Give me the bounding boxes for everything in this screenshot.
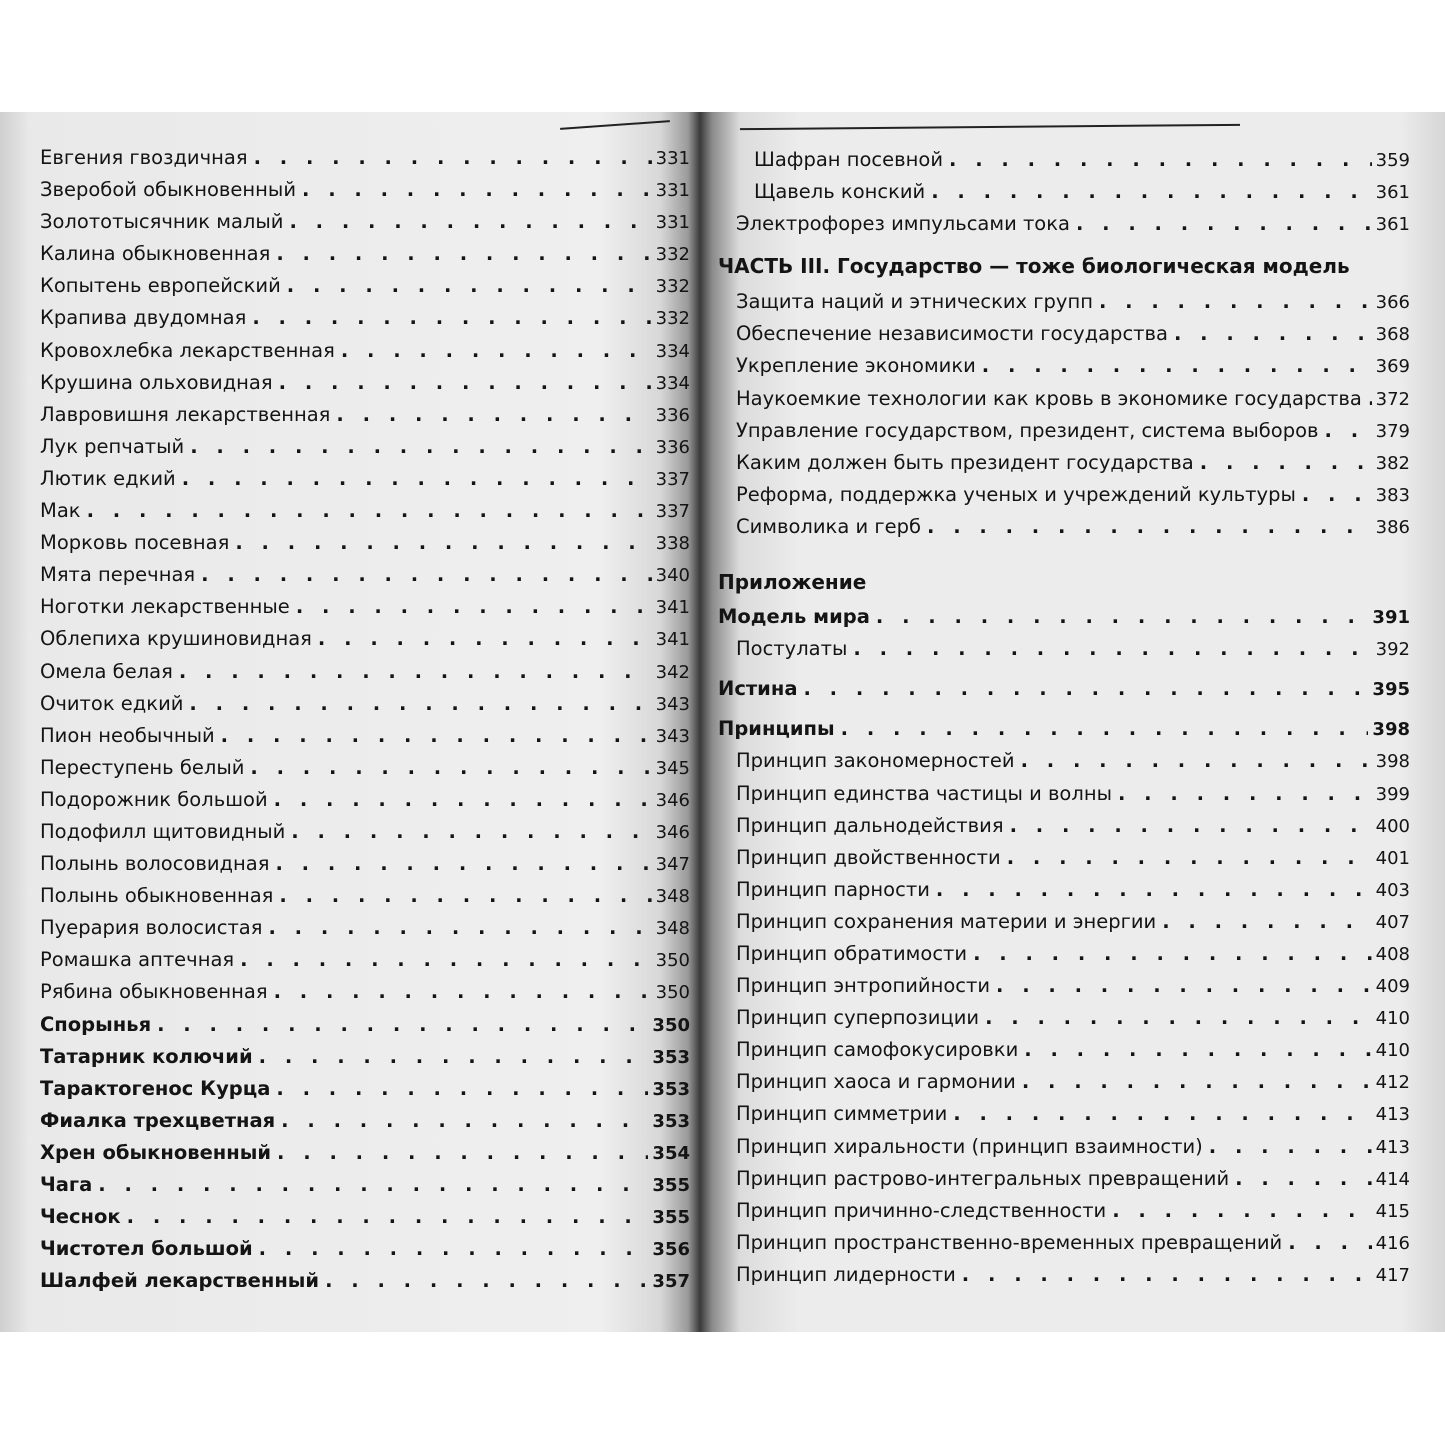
toc-entry-page: 343 (655, 693, 690, 715)
toc-entry (718, 415, 1410, 447)
toc-entry (40, 1169, 690, 1201)
toc-entry-title: Подофилл щитовидный (40, 819, 286, 843)
toc-entry-page: 331 (655, 212, 690, 234)
leader-dots (190, 431, 651, 463)
toc-entry (718, 938, 1410, 970)
toc-entry (40, 1009, 690, 1041)
toc-entry-page: 392 (1375, 639, 1410, 661)
leader-dots (254, 142, 652, 174)
toc-entry (718, 479, 1410, 511)
leader-dots (996, 970, 1372, 1002)
toc-entry-title: Тарактогенос Курца (40, 1076, 271, 1100)
toc-entry (40, 720, 690, 752)
leader-dots (803, 673, 1368, 705)
part3-heading: ЧАСТЬ III. Государство — тоже биологическая модель (718, 254, 1350, 279)
leader-dots (279, 367, 652, 399)
toc-entry-title: Управление государством, президент, система выборов (736, 418, 1319, 442)
toc-entry (40, 399, 690, 431)
toc-entry-page: 331 (655, 180, 690, 202)
leader-dots (279, 880, 651, 912)
toc-entry-title: Пион необычный (40, 723, 215, 747)
toc-entry-page: 399 (1375, 783, 1410, 805)
toc-entry (40, 1233, 690, 1265)
toc-entry-page: 350 (655, 950, 690, 972)
toc-entry (40, 174, 690, 206)
toc-entry (718, 778, 1410, 810)
toc-entry-page: 340 (655, 565, 690, 587)
leader-dots (876, 601, 1369, 633)
toc-entry (718, 810, 1410, 842)
leader-dots (1022, 1066, 1372, 1098)
right-page (718, 144, 1410, 1291)
toc-entry-title: Лютик едкий (40, 466, 176, 490)
leader-dots (1007, 842, 1372, 874)
toc-entry-title: Переступень белый (40, 755, 245, 779)
toc-entry-page: 348 (655, 886, 690, 908)
toc-entry-page: 398 (1372, 719, 1410, 741)
toc-entry (40, 495, 690, 527)
toc-entry-page: 353 (652, 1110, 690, 1132)
leader-dots (287, 270, 652, 302)
toc-entry (718, 1098, 1410, 1130)
toc-entry-page: 356 (652, 1239, 690, 1261)
toc-entry-title: Принцип единства частицы и волны (736, 781, 1112, 805)
toc-entry-page: 417 (1375, 1264, 1410, 1286)
toc-entry (718, 144, 1410, 176)
leader-dots (1099, 286, 1372, 318)
toc-entry-title: Истина (718, 677, 798, 701)
leader-dots (87, 495, 652, 527)
toc-entry (40, 1105, 690, 1137)
toc-entry (40, 1137, 690, 1169)
toc-entry-title: Омела белая (40, 659, 173, 683)
toc-entry (718, 286, 1410, 318)
toc-entry-page: 346 (655, 789, 690, 811)
toc-entry-page: 336 (655, 436, 690, 458)
leader-dots (931, 176, 1371, 208)
toc-entry-title: Принцип сохранения материи и энергии (736, 909, 1157, 933)
toc-entry-title: Принцип парности (736, 877, 930, 901)
toc-entry-title: Принцип пространственно-временных превращений (736, 1230, 1283, 1254)
toc-entry (718, 1034, 1410, 1066)
toc-entry-title: Реформа, поддержка ученых и учреждений культуры (736, 482, 1296, 506)
toc-entry (40, 976, 690, 1008)
toc-entry-title: Крапива двудомная (40, 306, 247, 330)
toc-entry (718, 1259, 1410, 1291)
toc-entry-title: Принцип хиральности (принцип взаимности) (736, 1134, 1203, 1158)
toc-entry-page: 407 (1375, 911, 1410, 933)
right-header-rule (740, 124, 1240, 130)
toc-entry-page: 332 (655, 244, 690, 266)
toc-entry (40, 656, 690, 688)
toc-entry-page: 334 (655, 372, 690, 394)
toc-entry-page: 337 (655, 468, 690, 490)
toc-entry-page: 382 (1375, 452, 1410, 474)
toc-entry-title: Татарник колючий (40, 1044, 253, 1068)
leader-dots (985, 1002, 1372, 1034)
leader-dots (201, 559, 652, 591)
toc-entry-page: 403 (1375, 879, 1410, 901)
toc-entry-title: Крушина ольховидная (40, 370, 273, 394)
toc-entry-page: 359 (1375, 150, 1410, 171)
leader-dots (189, 688, 651, 720)
leader-dots (296, 591, 652, 623)
toc-entry-title: Лук репчатый (40, 434, 185, 458)
toc-entry (40, 944, 690, 976)
toc-entry-page: 415 (1375, 1200, 1410, 1222)
toc-entry-page: 342 (655, 661, 690, 683)
leader-dots (259, 1233, 649, 1265)
toc-entry (40, 270, 690, 302)
toc-entry-title: Ромашка аптечная (40, 948, 235, 972)
toc-entry-page: 336 (655, 404, 690, 426)
toc-entry-title: Наукоемкие технологии как кровь в экономике государства (736, 386, 1362, 410)
toc-entry-title: Очиток едкий (40, 691, 184, 715)
toc-entry (40, 1201, 690, 1233)
toc-entry-title: Принцип самофокусировки (736, 1038, 1019, 1062)
leader-dots (274, 784, 652, 816)
leader-dots (276, 1073, 648, 1105)
toc-entry-title: Хрен обыкновенный (40, 1140, 272, 1164)
toc-entry (40, 752, 690, 784)
toc-entry-page: 372 (1375, 388, 1410, 410)
leader-dots (949, 144, 1372, 176)
book-spread (0, 112, 1445, 1332)
toc-entry-title: Принцип энтропийности (736, 974, 991, 998)
toc-entry (40, 559, 690, 591)
toc-entry-page: 334 (655, 340, 690, 362)
leader-dots (289, 206, 651, 238)
toc-entry (718, 1131, 1410, 1163)
toc-entry-page: 332 (655, 308, 690, 330)
toc-entry (40, 431, 690, 463)
toc-entry (718, 1002, 1410, 1034)
toc-entry (718, 970, 1410, 1002)
toc-entry (718, 176, 1410, 208)
toc-entry-title: Принцип суперпозиции (736, 1006, 980, 1030)
toc-entry-page: 409 (1375, 976, 1410, 998)
toc-entry (718, 447, 1410, 479)
toc-entry (40, 688, 690, 720)
toc-entry-page: 416 (1375, 1232, 1410, 1254)
toc-entry-page: 354 (652, 1142, 690, 1164)
toc-entry-page: 368 (1375, 324, 1410, 346)
toc-entry-page: 337 (655, 501, 690, 523)
leader-dots (1162, 906, 1371, 938)
toc-entry-page: 386 (1375, 516, 1410, 538)
toc-entry-page: 355 (652, 1207, 690, 1229)
toc-entry-page: 350 (652, 1014, 690, 1036)
toc-entry (718, 906, 1410, 938)
toc-entry-page: 348 (655, 918, 690, 940)
toc-entry-title: Облепиха крушиновидная (40, 627, 312, 651)
toc-entry-page: 414 (1375, 1168, 1410, 1190)
leader-dots (336, 399, 651, 431)
toc-entry-title: Принцип хаоса и гармонии (736, 1070, 1016, 1094)
toc-entry-page: 332 (655, 276, 690, 298)
toc-entry (40, 142, 690, 174)
toc-entry (718, 842, 1410, 874)
leader-dots (1235, 1163, 1372, 1195)
toc-entry-page: 410 (1375, 1008, 1410, 1030)
toc-entry-title: Подорожник большой (40, 787, 268, 811)
toc-entry-page: 408 (1375, 943, 1410, 965)
leader-dots (936, 874, 1372, 906)
leader-dots (962, 1259, 1372, 1291)
leader-dots (953, 1098, 1371, 1130)
toc-entry-title: Морковь посевная (40, 531, 230, 555)
toc-entry-page: 353 (652, 1046, 690, 1068)
leader-dots (302, 174, 652, 206)
leader-dots (1325, 415, 1372, 447)
toc-entry-title: Мята перечная (40, 563, 196, 587)
toc-entry (40, 816, 690, 848)
leader-dots (276, 238, 651, 270)
toc-entry-page: 410 (1375, 1040, 1410, 1062)
toc-entry-title: Защита наций и этнических групп (736, 290, 1093, 314)
toc-entry-title: Принцип дальнодействия (736, 813, 1004, 837)
toc-entry-page: 343 (655, 725, 690, 747)
toc-entry (40, 1041, 690, 1073)
leader-dots (268, 912, 651, 944)
toc-entry-page: 395 (1372, 679, 1410, 701)
toc-entry-title: Евгения гвоздичная (40, 146, 248, 169)
toc-entry-title: Принцип причинно-следственности (736, 1198, 1107, 1222)
toc-entry-page: 361 (1375, 182, 1410, 204)
toc-entry-title: Рябина обыкновенная (40, 980, 268, 1004)
toc-entry-title: Золототысячник малый (40, 210, 284, 234)
toc-entry-page: 345 (655, 757, 690, 779)
toc-entry-title: Символика и герб (736, 514, 922, 538)
toc-entry-title: Чеснок (40, 1205, 121, 1229)
toc-entry-title: Каким должен быть президент государства (736, 450, 1194, 474)
toc-entry (718, 383, 1410, 415)
leader-dots (1302, 479, 1372, 511)
leader-dots (277, 1137, 648, 1169)
toc-entry-page: 341 (655, 597, 690, 619)
toc-entry-page: 346 (655, 821, 690, 843)
leader-dots (240, 944, 652, 976)
toc-entry-title: Электрофорез импульсами тока (736, 212, 1070, 236)
toc-entry-title: Чистотел большой (40, 1237, 253, 1261)
toc-entry (718, 350, 1410, 382)
toc-entry-page: 331 (655, 148, 690, 169)
toc-entry (40, 912, 690, 944)
left-header-rule (560, 120, 670, 130)
toc-entry-page: 398 (1375, 751, 1410, 773)
toc-entry-page: 383 (1375, 484, 1410, 506)
leader-dots (1200, 447, 1372, 479)
leader-dots (973, 938, 1372, 970)
toc-entry (40, 463, 690, 495)
leader-dots (982, 350, 1372, 382)
leader-dots (98, 1169, 648, 1201)
toc-entry-title: Принцип растрово-интегральных превращений (736, 1166, 1230, 1190)
toc-entry (718, 1066, 1410, 1098)
leader-dots (252, 302, 651, 334)
toc-entry-title: Принцип симметрии (736, 1102, 948, 1126)
toc-entry-page: 412 (1375, 1072, 1410, 1094)
toc-entry (718, 874, 1410, 906)
leader-dots (250, 752, 651, 784)
leader-dots (235, 527, 651, 559)
toc-entry (40, 1265, 690, 1297)
toc-entry-page: 391 (1372, 607, 1410, 629)
toc-entry-page: 366 (1375, 292, 1410, 314)
toc-entry-page: 353 (652, 1078, 690, 1100)
toc-entry (40, 302, 690, 334)
leader-dots (341, 335, 652, 367)
leader-dots (281, 1105, 648, 1137)
toc-entry (40, 238, 690, 270)
toc-entry-title: Шафран посевной (754, 148, 943, 171)
toc-entry-title: Полынь волосовидная (40, 852, 270, 876)
toc-entry-page: 355 (652, 1175, 690, 1196)
toc-entry-title: Калина обыкновенная (40, 242, 271, 266)
leader-dots (291, 816, 651, 848)
toc-entry (718, 511, 1410, 543)
toc-entry-truth (718, 673, 1410, 705)
left-page (40, 142, 690, 1297)
toc-entry-title: Мак (40, 499, 81, 523)
toc-entry-title: Щавель конский (754, 180, 926, 204)
toc-entry-title: Принципы (718, 717, 835, 741)
toc-entry-page: 350 (655, 982, 690, 1004)
toc-entry (40, 848, 690, 880)
toc-entry (40, 367, 690, 399)
leader-dots (127, 1201, 649, 1233)
leader-dots (1288, 1227, 1371, 1259)
toc-entry (40, 880, 690, 912)
leader-dots (1010, 810, 1372, 842)
toc-entry-page: 347 (655, 854, 690, 876)
toc-entry-title: Лавровишня лекарственная (40, 402, 331, 426)
toc-entry-title: Модель мира (718, 605, 870, 629)
toc-entry-title: Принцип двойственности (736, 845, 1001, 869)
leader-dots (927, 511, 1372, 543)
toc-entry-model (718, 601, 1410, 633)
leader-dots (1112, 1195, 1371, 1227)
toc-entry-page: 400 (1375, 815, 1410, 837)
toc-entry-page: 357 (652, 1271, 690, 1293)
toc-entry (718, 318, 1410, 350)
leader-dots (179, 656, 652, 688)
toc-entry-title: Спорынья (40, 1012, 152, 1036)
toc-entry-page: 369 (1375, 356, 1410, 378)
leader-dots (325, 1265, 648, 1297)
leader-dots (1024, 1034, 1371, 1066)
leader-dots (1368, 383, 1372, 415)
toc-entry-title: Принцип закономерностей (736, 749, 1015, 773)
toc-entry-page: 379 (1375, 420, 1410, 442)
toc-entry (718, 1227, 1410, 1259)
toc-entry-page: 338 (655, 533, 690, 555)
leader-dots (841, 713, 1369, 745)
toc-entry (40, 206, 690, 238)
toc-entry (40, 784, 690, 816)
toc-entry-page: 401 (1375, 847, 1410, 869)
toc-entry (40, 335, 690, 367)
toc-entry (40, 1073, 690, 1105)
leader-dots (318, 623, 652, 655)
leader-dots (1118, 778, 1372, 810)
leader-dots (221, 720, 652, 752)
toc-entry (718, 745, 1410, 777)
toc-entry-title: Фиалка трехцветная (40, 1108, 276, 1132)
toc-entry (40, 527, 690, 559)
toc-entry-title: Чага (40, 1173, 93, 1196)
toc-entry (40, 623, 690, 655)
toc-entry-page: 413 (1375, 1104, 1410, 1126)
leader-dots (182, 463, 652, 495)
toc-entry-title: Ноготки лекарственные (40, 595, 290, 619)
leader-dots (275, 848, 651, 880)
toc-entry-title: Принцип обратимости (736, 941, 968, 965)
leader-dots (157, 1009, 648, 1041)
leader-dots (1209, 1131, 1372, 1163)
leader-dots (1021, 745, 1372, 777)
toc-entry-title: Шалфей лекарственный (40, 1269, 320, 1293)
toc-entry-page: 361 (1375, 214, 1410, 236)
toc-entry-title: Укрепление экономики (736, 354, 976, 378)
toc-entry-title: Принцип лидерности (736, 1262, 956, 1286)
toc-entry-page: 341 (655, 629, 690, 651)
toc-entry-title: Пуерария волосистая (40, 916, 263, 940)
toc-entry-title: Обеспечение независимости государства (736, 322, 1168, 346)
toc-entry-page: 413 (1375, 1136, 1410, 1158)
toc-entry (40, 591, 690, 623)
toc-entry-title: Копытень европейский (40, 274, 281, 298)
toc-entry-postulates (718, 633, 1410, 665)
toc-entry-title: Зверобой обыкновенный (40, 178, 296, 202)
leader-dots (853, 633, 1371, 665)
leader-dots (259, 1041, 649, 1073)
toc-entry-title: Постулаты (736, 637, 848, 661)
toc-entry-title: Полынь обыкновенная (40, 884, 274, 908)
toc-entry (718, 1195, 1410, 1227)
leader-dots (1076, 208, 1372, 240)
toc-entry (718, 208, 1410, 240)
appendix-heading: Приложение (718, 570, 867, 595)
leader-dots (1174, 318, 1372, 350)
toc-entry (718, 1163, 1410, 1195)
leader-dots (274, 976, 652, 1008)
toc-entry-principles (718, 713, 1410, 745)
toc-entry-title: Кровохлебка лекарственная (40, 338, 335, 362)
